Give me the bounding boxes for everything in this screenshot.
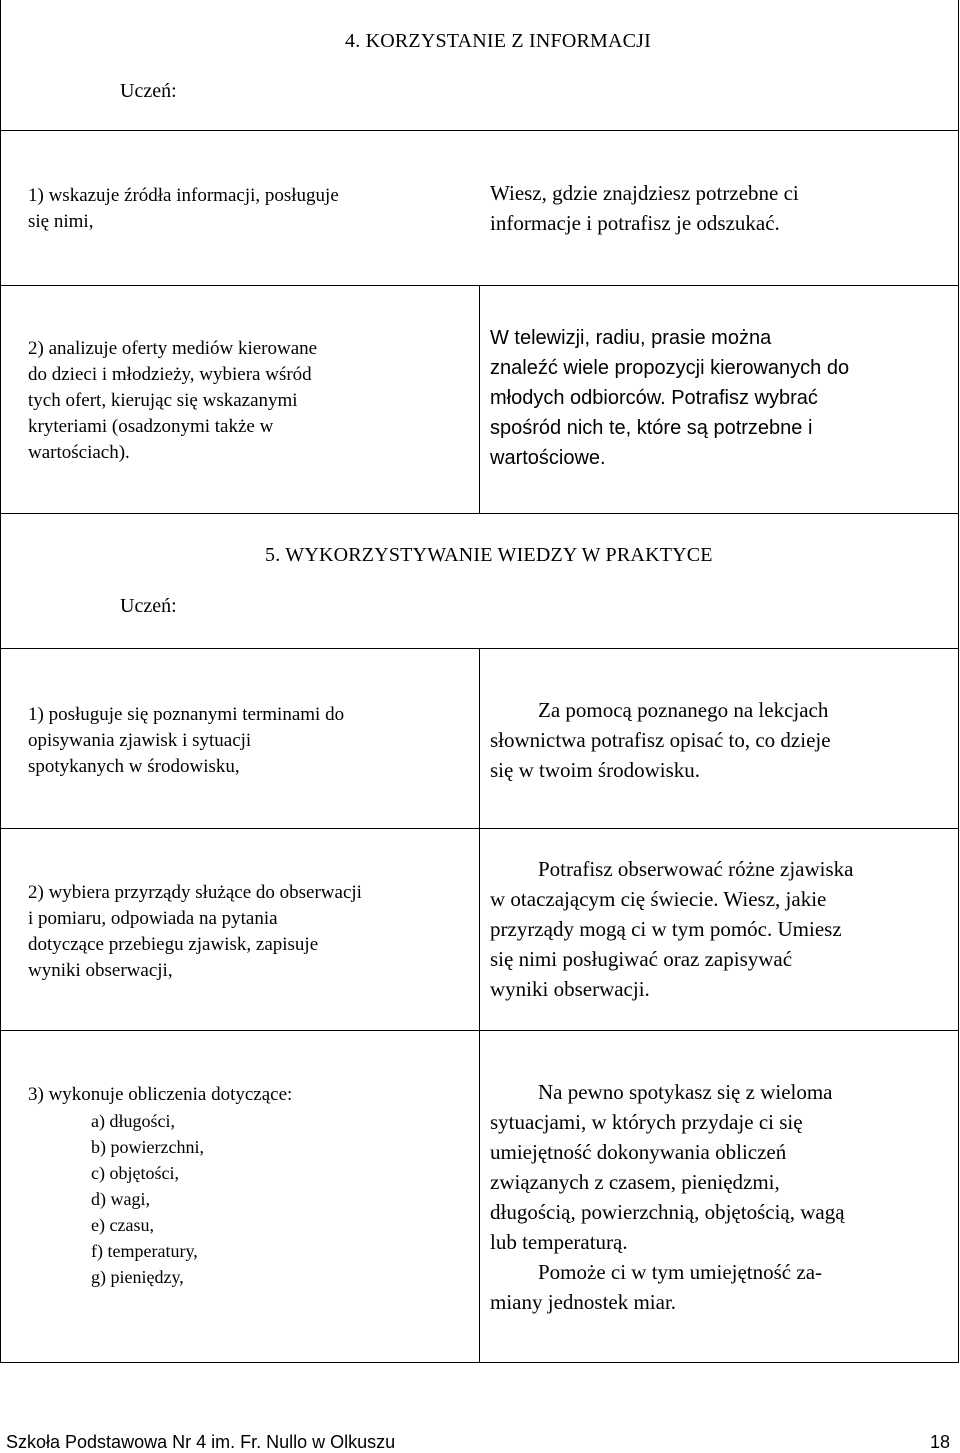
list-item: e) czasu, xyxy=(91,1215,154,1235)
border-right-s4 xyxy=(958,0,959,514)
description-cell: Potrafisz obserwować różne zjawiska w otaczającym cię świecie. Wiesz, jakie przyrządy mogą ci w tym pomóc. Umiesz się nimi posługiwać oraz zapisywać wyniki obserwacji. xyxy=(490,857,854,1001)
list-item: g) pieniędzy, xyxy=(91,1267,184,1287)
column-divider xyxy=(479,648,480,1363)
requirement-cell xyxy=(28,1082,468,1290)
requirement-cell: 2) wybiera przyrządy służące do obserwacji i pomiaru, odpowiada na pytania dotyczące przebiegu zjawisk, zapisuje wyniki obserwacji, xyxy=(28,882,362,981)
calculation-list xyxy=(91,1108,468,1290)
description-cell: Za pomocą poznanego na lekcjach słownictwa potrafisz opisać to, co dzieje się w twoim środowisku. xyxy=(490,698,831,782)
requirement-cell: 1) wskazuje źródła informacji, posługuje się nimi, xyxy=(28,185,339,232)
list-item: c) objętości, xyxy=(91,1163,179,1183)
description-cell: Wiesz, gdzie znajdziesz potrzebne ci informacje i potrafisz je odszukać. xyxy=(490,181,799,235)
column-divider xyxy=(479,285,480,514)
section-4-heading: 4. KORZYSTANIE Z INFORMACJI xyxy=(345,30,652,52)
page-number: 18 xyxy=(930,1432,951,1452)
list-item: a) długości, xyxy=(91,1111,175,1131)
student-label: Uczeń: xyxy=(120,80,177,102)
border-left-s5 xyxy=(0,513,1,1363)
requirement-title: 3) wykonuje obliczenia dotyczące: xyxy=(28,1084,293,1105)
requirement-cell: 2) analizuje oferty mediów kierowane do dzieci i młodzieży, wybiera wśród tych ofert, kierując się wskazanymi kryteriami (osadzonymi także w wartościach). xyxy=(28,338,318,463)
border-left-s4 xyxy=(0,0,1,514)
list-item: b) powierzchni, xyxy=(91,1137,204,1157)
list-item: d) wagi, xyxy=(91,1189,150,1209)
footer-school: Szkoła Podstawowa Nr 4 im. Fr. Nullo w Olkuszu xyxy=(6,1432,396,1452)
border-right-s5 xyxy=(958,513,959,1363)
student-label: Uczeń: xyxy=(120,595,177,617)
list-item: f) temperatury, xyxy=(91,1241,198,1261)
divider xyxy=(0,130,959,131)
section-5-heading: 5. WYKORZYSTYWANIE WIEDZY W PRAKTYCE xyxy=(265,544,713,566)
description-cell: Na pewno spotykasz się z wieloma sytuacjami, w których przydaje ci się umiejętność dokonywania obliczeń związanych z czasem, pieniędzmi, długością, powierzchnią, objętością, wagą lub temperaturą. Pomoże ci w tym umiejętność za- miany jednostek miar. xyxy=(490,1080,845,1314)
requirement-cell: 1) posługuje się poznanymi terminami do opisywania zjawisk i sytuacji spotykanych w środowisku, xyxy=(28,704,345,777)
description-cell: W telewizji, radiu, prasie można znaleźć wiele propozycji kierowanych do młodych odbiorców. Potrafisz wybrać spośród nich te, które są potrzebne i wartościowe. xyxy=(490,327,850,469)
